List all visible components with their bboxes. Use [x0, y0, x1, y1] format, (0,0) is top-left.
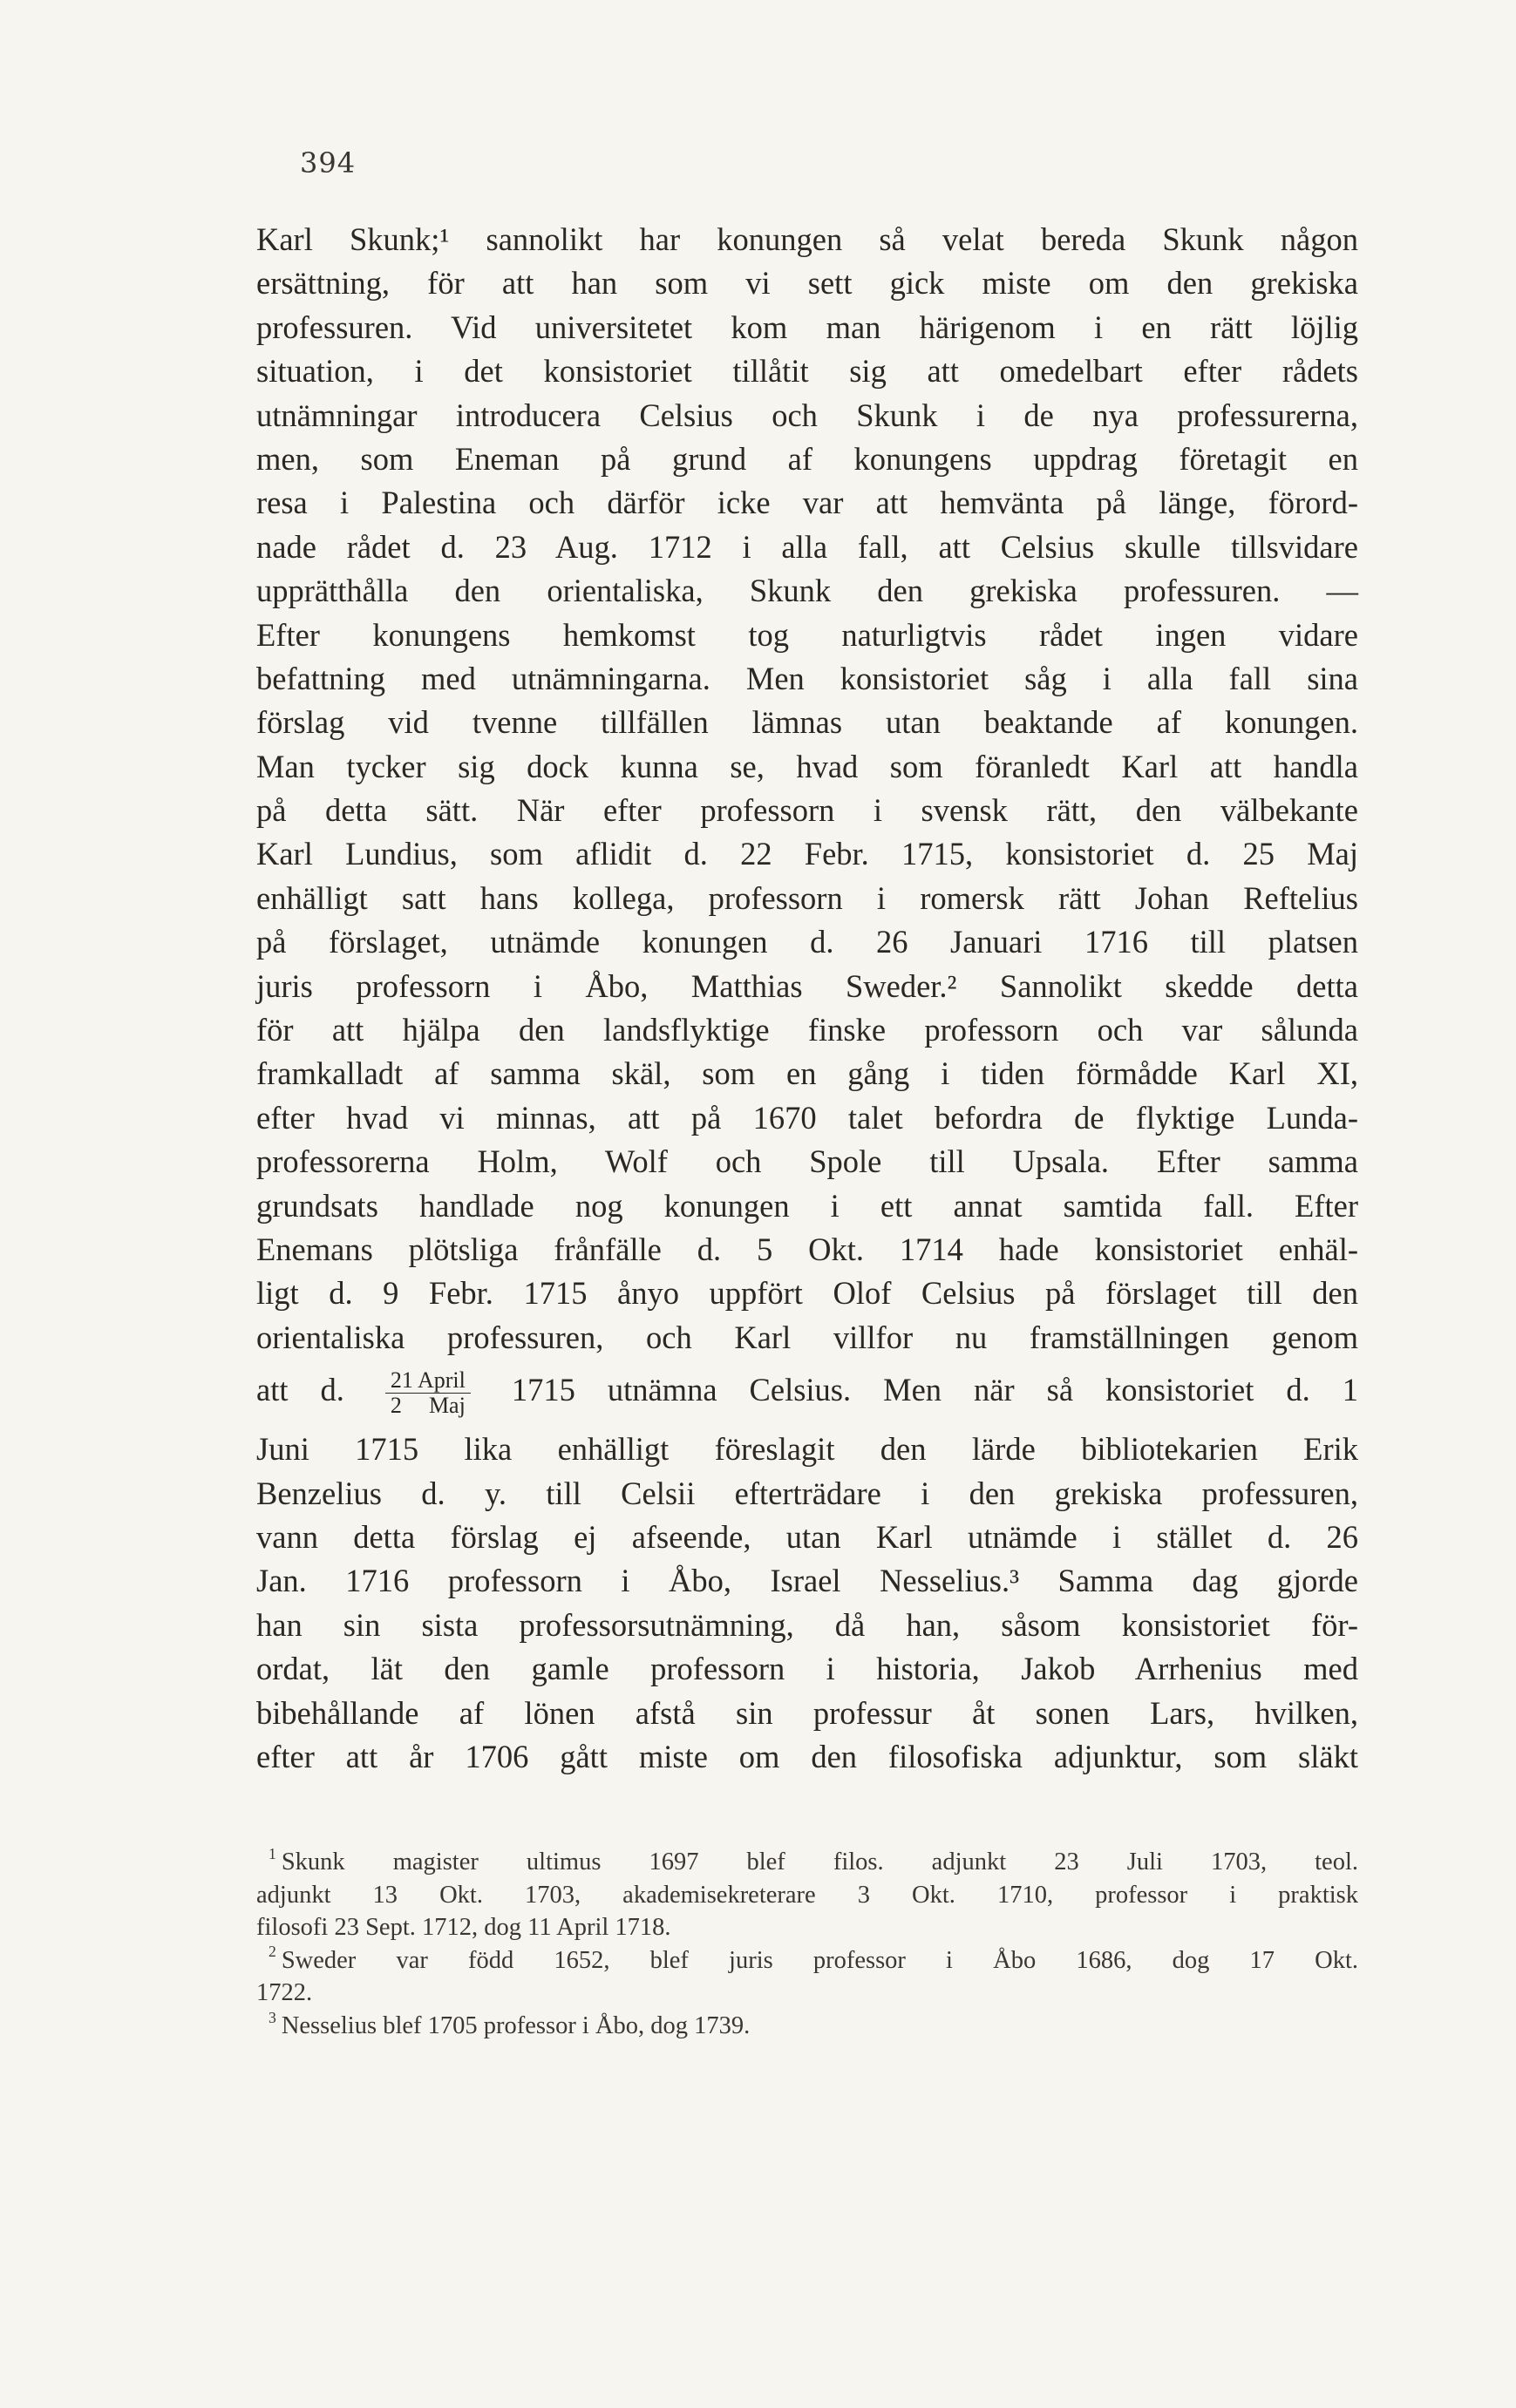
body-line: befattning med utnämningarna. Men konsistoriet såg i alla fall sina — [256, 660, 1358, 696]
body-line: han sin sista professorsutnämning, då han, såsom konsistoriet för- — [256, 1606, 1358, 1643]
page-number: 394 — [300, 146, 357, 180]
fraction-after: 1715 utnämna Celsius. Men när så konsistoriet d. 1 — [511, 1372, 1359, 1408]
body-line: men, som Eneman på grund af konungens uppdrag företagit en — [256, 440, 1358, 477]
body-line: förslag vid tvenne tillfällen lämnas utan beaktande af konungen. — [256, 704, 1358, 741]
fraction-numerator: 21 April — [385, 1368, 471, 1394]
footnote-marker: 2 — [269, 1943, 276, 1961]
body-line: Efter konungens hemkomst tog naturligtvis rådet ingen vidare — [256, 616, 1358, 653]
body-text — [256, 218, 1358, 1779]
body-line: Benzelius d. y. till Celsii efterträdare i den grekiska professuren, — [256, 1475, 1358, 1511]
body-line: grundsats handlade nog konungen i ett annat samtida fall. Efter — [256, 1187, 1358, 1224]
footnote-2-line: 1722. — [256, 1979, 313, 2007]
body-line: enhälligt satt hans kollega, professorn i romersk rätt Johan Reftelius — [256, 879, 1358, 916]
date-fraction — [385, 1368, 471, 1418]
body-line: Juni 1715 lika enhälligt föreslagit den lärde bibliotekarien Erik — [256, 1431, 1358, 1468]
body-line: framkalladt af samma skäl, som en gång i tiden förmådde Karl XI, — [256, 1055, 1358, 1092]
body-line: Karl Lundius, som aflidit d. 22 Febr. 1715, konsistoriet d. 25 Maj — [256, 836, 1358, 872]
body-line: juris professorn i Åbo, Matthias Sweder.² Sannolikt skedde detta — [256, 967, 1358, 1004]
body-line: professuren. Vid universitetet kom man härigenom i en rätt löjlig — [256, 309, 1358, 345]
footnote-1-line: adjunkt 13 Okt. 1703, akademisekreterare 3 Okt. 1710, professor i praktisk — [256, 1881, 1358, 1909]
footnote-1-line — [256, 1846, 1358, 1879]
footnote-text: Sweder var född 1652, blef juris professor i Åbo 1686, dog 17 Okt. — [281, 1946, 1358, 1974]
fraction-denominator: 2 Maj — [390, 1393, 466, 1419]
footnote-marker: 3 — [269, 2008, 276, 2026]
body-line: ersättning, för att han som vi sett gick miste om den grekiska — [256, 265, 1358, 302]
footnote-text: Skunk magister ultimus 1697 blef filos. adjunkt 23 Juli 1703, teol. — [281, 1848, 1358, 1876]
footnote-2-line — [256, 1944, 1358, 1977]
body-line: Enemans plötsliga frånfälle d. 5 Okt. 1714 hade konsistoriet enhäl- — [256, 1231, 1358, 1267]
footnote-marker: 1 — [269, 1844, 276, 1862]
body-line-with-fraction — [256, 1360, 1358, 1428]
body-line: på detta sätt. När efter professorn i svensk rätt, den välbekante — [256, 792, 1358, 829]
fraction-before: att d. — [256, 1372, 344, 1408]
body-line: för att hjälpa den landsflyktige finske professorn och var sålunda — [256, 1012, 1358, 1048]
body-line: efter att år 1706 gått miste om den filosofiska adjunktur, som släkt — [256, 1738, 1358, 1774]
body-line: efter hvad vi minnas, att på 1670 talet befordra de flyktige Lunda- — [256, 1099, 1358, 1136]
body-line: orientaliska professuren, och Karl villfor nu framställningen genom — [256, 1319, 1358, 1355]
body-line: situation, i det konsistoriet tillåtit sig att omedelbart efter rådets — [256, 353, 1358, 390]
body-line: utnämningar introducera Celsius och Skunk i de nya professurerna, — [256, 397, 1358, 433]
body-line: Karl Skunk;¹ sannolikt har konungen så velat bereda Skunk någon — [256, 221, 1358, 257]
body-line: nade rådet d. 23 Aug. 1712 i alla fall, att Celsius skulle tillsvidare — [256, 528, 1358, 565]
body-line: Jan. 1716 professorn i Åbo, Israel Nesselius.³ Samma dag gjorde — [256, 1563, 1358, 1599]
body-line: vann detta förslag ej afseende, utan Karl utnämde i stället d. 26 — [256, 1518, 1358, 1555]
footnote-3-line — [256, 2010, 1358, 2043]
body-line: på förslaget, utnämde konungen d. 26 Januari 1716 till platsen — [256, 924, 1358, 960]
body-line: upprätthålla den orientaliska, Skunk den grekiska professuren. — — [256, 573, 1358, 609]
body-line: resa i Palestina och därför icke var att hemvänta på länge, förord- — [256, 485, 1358, 521]
footnotes — [256, 1846, 1358, 2043]
body-line: ordat, lät den gamle professorn i historia, Jakob Arrhenius med — [256, 1651, 1358, 1687]
body-line: ligt d. 9 Febr. 1715 ånyo uppfört Olof Celsius på förslaget till den — [256, 1275, 1358, 1312]
body-line: professorerna Holm, Wolf och Spole till Upsala. Efter samma — [256, 1143, 1358, 1180]
footnote-1-line: filosofi 23 Sept. 1712, dog 11 April 1718. — [256, 1914, 671, 1942]
footnote-text: Nesselius blef 1705 professor i Åbo, dog 1739. — [281, 2011, 751, 2039]
body-line: Man tycker sig dock kunna se, hvad som föranledt Karl att handla — [256, 748, 1358, 784]
body-line: bibehållande af lönen afstå sin professur åt sonen Lars, hvilken, — [256, 1694, 1358, 1731]
